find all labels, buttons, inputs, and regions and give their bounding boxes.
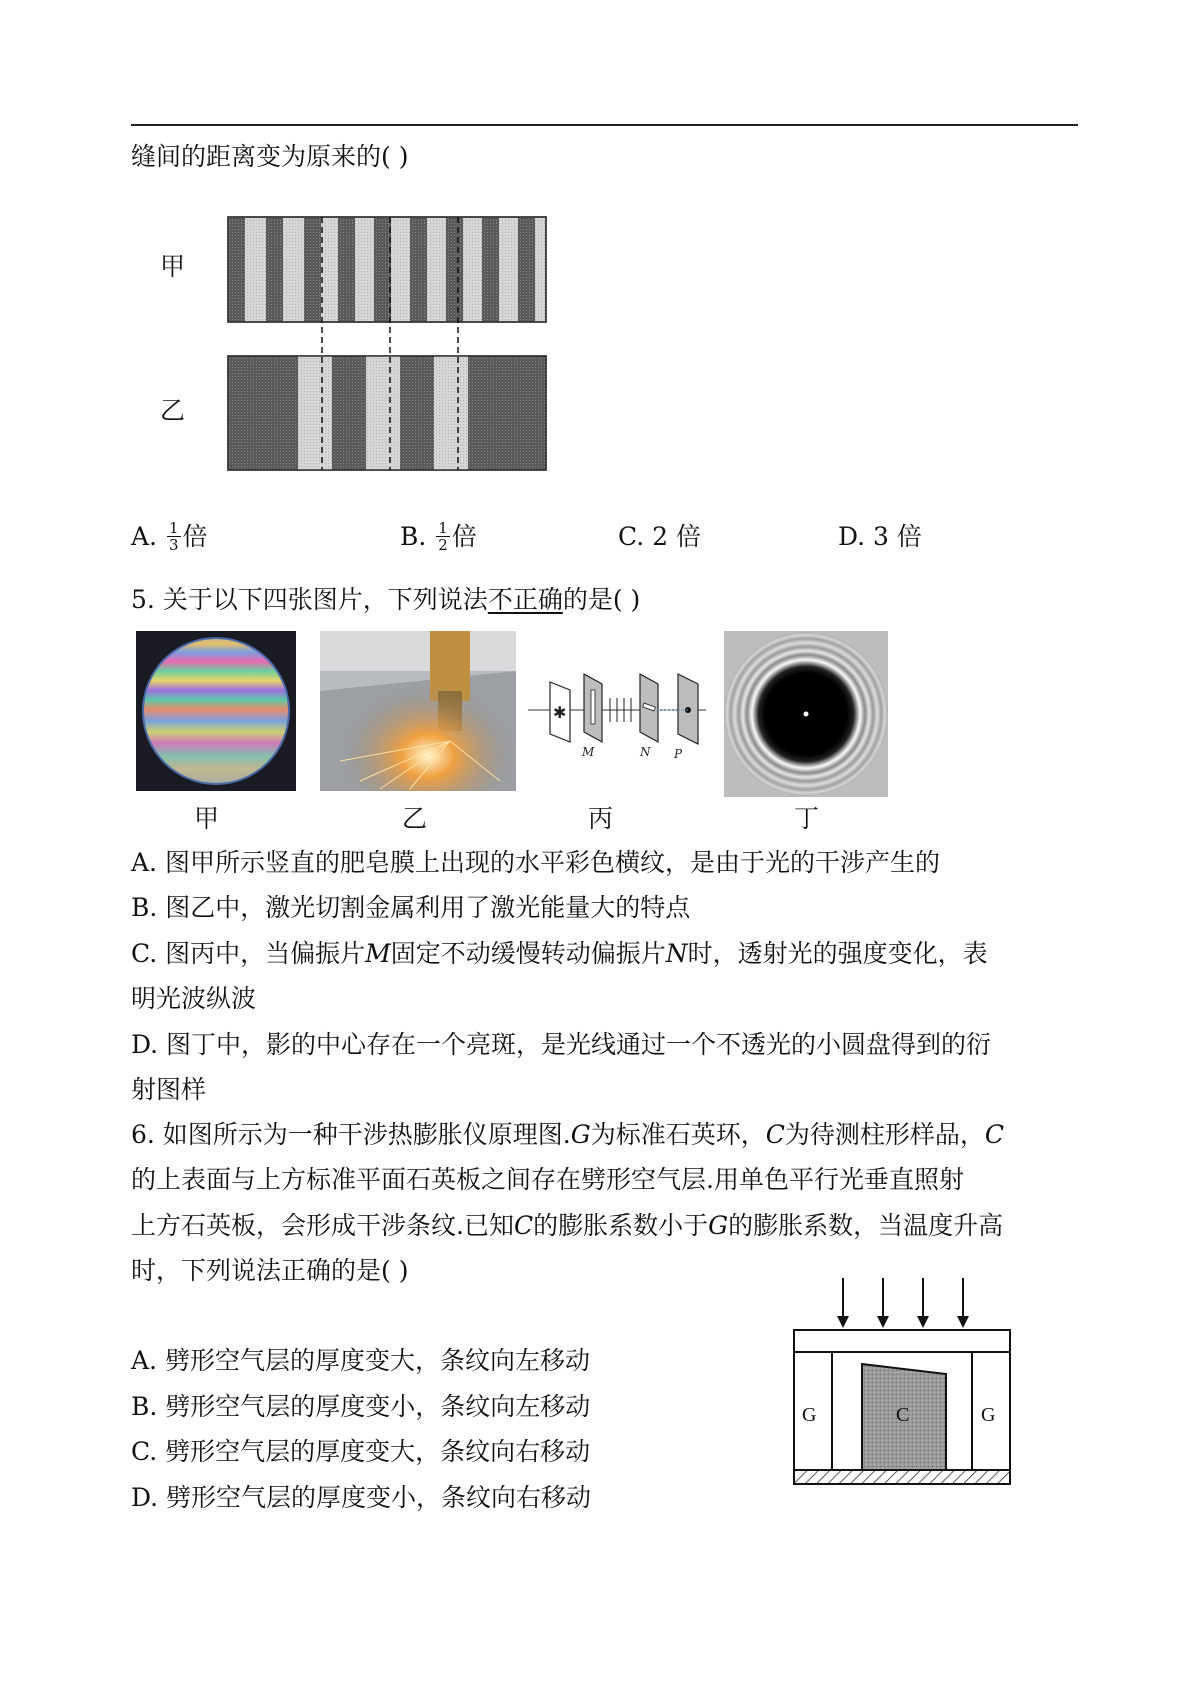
incident-light-arrows (837, 1278, 969, 1328)
q5-option-c-text-3: 时，透射光的强度变化，表 (687, 939, 988, 968)
q5-option-d-line2: 射图样 (131, 1075, 207, 1104)
q5-option-c-text-2: 固定不动缓慢转动偏振片 (390, 939, 666, 968)
q6-option-c[interactable]: C. 劈形空气层的厚度变大，条纹向右移动 (131, 1437, 591, 1466)
var-c: C (513, 1211, 534, 1240)
image-soap-film (136, 631, 296, 791)
image-laser-cutting (320, 631, 516, 791)
question-5-stem (131, 583, 640, 617)
header-rule (131, 124, 1078, 126)
var-c: C (765, 1120, 785, 1149)
polarizer-label-n: N (640, 745, 651, 759)
fringe-pattern-jia (228, 217, 546, 322)
label-g-right: G (981, 1404, 996, 1426)
q6-option-a[interactable]: A. 劈形空气层的厚度变大，条纹向左移动 (131, 1346, 590, 1375)
q6-option-d[interactable]: D. 劈形空气层的厚度变小，条纹向右移动 (131, 1483, 592, 1512)
caption-ding: 丁 (794, 804, 820, 833)
q6-text: 上方石英板，会形成干涉条纹.已知 (131, 1211, 514, 1240)
q6-text: 为待测柱形样品， (784, 1120, 985, 1149)
fraction-numerator: 1 (438, 519, 448, 537)
q5-stem-underlined: 不正确 (487, 585, 563, 614)
screen-p (673, 674, 698, 760)
q6-option-b[interactable]: B. 劈形空气层的厚度变小，条纹向左移动 (131, 1392, 591, 1421)
var-m: M (365, 939, 391, 968)
q4-option-b-prefix: B. (400, 522, 435, 551)
q5-option-b[interactable]: B. 图乙中，激光切割金属利用了激光能量大的特点 (131, 893, 691, 922)
var-g: G (570, 1120, 591, 1149)
var-g: G (708, 1211, 729, 1240)
q5-option-c-text-1: C. 图丙中，当偏振片 (131, 939, 366, 968)
q5-option-c[interactable] (131, 937, 988, 971)
polarizer-label-p: P (674, 747, 683, 760)
caption-yi: 乙 (402, 804, 428, 833)
question-6-stem-line3 (131, 1209, 1003, 1243)
polarizer-label-m: M (582, 745, 595, 759)
q5-option-a[interactable]: A. 图甲所示竖直的肥皂膜上出现的水平彩色横纹，是由于光的干涉产生的 (131, 848, 940, 877)
fringe-pattern-yi (228, 356, 546, 470)
q4-option-d[interactable]: D. 3 倍 (838, 522, 922, 551)
fraction-denominator: 2 (438, 536, 448, 554)
caption-bing: 丙 (588, 804, 614, 833)
label-c: C (896, 1404, 910, 1426)
image-polarizers (528, 660, 708, 760)
q4-option-a-suffix: 倍 (182, 522, 208, 551)
q5-option-c-line2: 明光波纵波 (131, 984, 257, 1013)
interference-dilatometer-diagram (788, 1274, 1018, 1494)
fraction-numerator: 1 (168, 519, 179, 537)
caption-jia: 甲 (194, 804, 220, 833)
q4-option-a[interactable] (131, 520, 208, 555)
question-6-stem-line4: 时，下列说法正确的是( ) (131, 1256, 409, 1285)
svg-text:✱: ✱ (553, 703, 567, 722)
quartz-plate (794, 1330, 1010, 1352)
fraction-one-third (167, 520, 181, 553)
q5-stem-before: 5. 关于以下四张图片，下列说法 (131, 585, 488, 614)
figure1-fringe-patterns (226, 214, 550, 474)
light-source-icon (550, 682, 570, 742)
q6-text: 的膨胀系数，当温度升高 (728, 1211, 1004, 1240)
image-poisson-spot (724, 631, 888, 797)
fraction-one-half (436, 520, 450, 553)
q4-option-b-suffix: 倍 (451, 522, 477, 551)
q6-text: 为标准石英环， (590, 1120, 766, 1149)
q5-stem-after: 的是( ) (562, 585, 641, 614)
q4-option-a-prefix: A. (131, 522, 165, 551)
polarizer-m (581, 674, 602, 759)
figure1-label-top: 甲 (160, 252, 186, 281)
q5-option-d[interactable]: D. 图丁中，影的中心存在一个亮斑，是光线通过一个不透光的小圆盘得到的衍 (131, 1030, 992, 1059)
fraction-denominator: 3 (168, 536, 179, 554)
polarizer-n (639, 674, 658, 759)
q4-option-b[interactable] (400, 520, 477, 555)
label-g-left: G (802, 1404, 817, 1426)
question-4-continuation: 缝间的距离变为原来的( ) (131, 142, 409, 171)
question-6-stem-line1 (131, 1118, 1004, 1152)
q4-option-c[interactable]: C. 2 倍 (618, 522, 701, 551)
figure1-label-bottom: 乙 (160, 396, 186, 425)
base-plate (794, 1470, 1010, 1484)
var-c: C (984, 1120, 1005, 1149)
var-n: N (665, 939, 688, 968)
q6-text: 6. 如图所示为一种干涉热膨胀仪原理图. (131, 1120, 571, 1149)
question-6-stem-line2: 的上表面与上方标准平面石英板之间存在劈形空气层.用单色平行光垂直照射 (131, 1165, 964, 1194)
q6-text: 的膨胀系数小于 (533, 1211, 709, 1240)
